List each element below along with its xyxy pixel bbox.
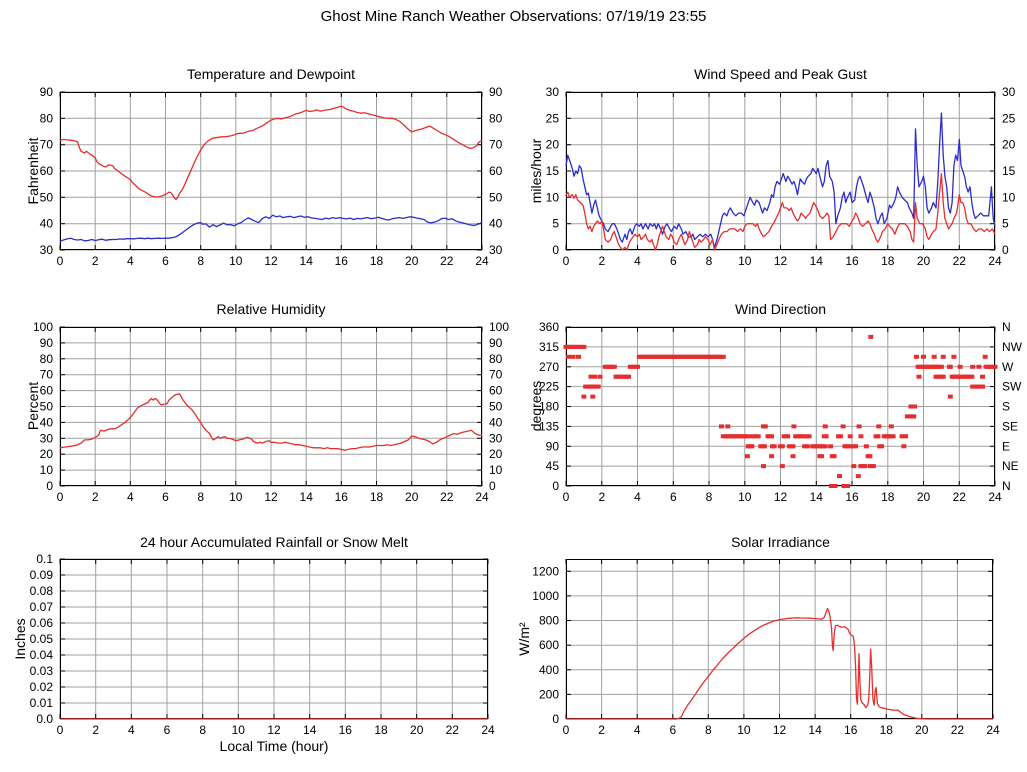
y-tick-label-right: 60 bbox=[489, 383, 503, 398]
y-tick-label: 40 bbox=[39, 415, 53, 430]
chart-title: Wind Direction bbox=[734, 301, 827, 317]
y-tick-label: 600 bbox=[538, 638, 559, 653]
wind-direction-point bbox=[838, 434, 843, 438]
wind-direction-point bbox=[721, 355, 726, 359]
y-tick-label-right: 15 bbox=[1002, 164, 1016, 178]
wind-direction-point bbox=[871, 464, 876, 468]
x-tick-label: 10 bbox=[737, 723, 751, 737]
x-tick-label: 6 bbox=[162, 490, 169, 504]
y-tick-label-right: 50 bbox=[489, 399, 503, 414]
x-tick-label: 12 bbox=[773, 254, 788, 268]
x-tick-label: 14 bbox=[809, 254, 823, 268]
y-tick-label-right: NE bbox=[1002, 459, 1019, 474]
wind-direction-point bbox=[941, 355, 946, 359]
y-tick-label: 270 bbox=[538, 359, 559, 374]
x-tick-label: 0 bbox=[562, 490, 570, 504]
y-tick-label: 0.07 bbox=[29, 600, 53, 614]
chart-title: Temperature and Dewpoint bbox=[186, 66, 356, 82]
y-tick-label: 0.09 bbox=[29, 568, 53, 582]
wind-direction-point bbox=[761, 464, 766, 468]
wind-direction-point bbox=[858, 434, 863, 438]
wind-direction-point bbox=[756, 434, 761, 438]
x-tick-label: 12 bbox=[267, 723, 281, 737]
wind-direction-point bbox=[791, 454, 796, 458]
x-tick-label: 2 bbox=[92, 723, 100, 737]
y-tick-label: 60 bbox=[39, 164, 53, 178]
wind-direction-point bbox=[980, 375, 985, 379]
wind-direction-point bbox=[891, 434, 896, 438]
x-tick-label: 0 bbox=[562, 254, 570, 268]
wind-direction-point bbox=[598, 375, 603, 379]
y-tick-label-right: 100 bbox=[489, 320, 510, 334]
chart-cell-wind-speed bbox=[510, 60, 1027, 295]
wind-direction-point bbox=[983, 355, 988, 359]
x-tick-label: 8 bbox=[197, 254, 205, 268]
x-tick-label: 12 bbox=[773, 490, 788, 504]
wind-direction-point bbox=[819, 454, 824, 458]
x-tick-label: 24 bbox=[988, 490, 1002, 504]
wind-direction-point bbox=[780, 464, 785, 468]
wind-direction-point bbox=[917, 375, 922, 379]
wind-direction-point bbox=[832, 454, 837, 458]
x-tick-label: 2 bbox=[598, 254, 606, 268]
wind-direction-point bbox=[980, 385, 985, 389]
wind-direction-point bbox=[823, 424, 828, 428]
x-tick-label: 14 bbox=[303, 723, 317, 737]
x-tick-label: 18 bbox=[369, 490, 384, 504]
wind-direction-point bbox=[911, 414, 916, 418]
y-tick-label: 200 bbox=[538, 687, 559, 702]
x-tick-label: 20 bbox=[916, 490, 931, 504]
wind-direction-point bbox=[875, 434, 880, 438]
y-tick-label: 360 bbox=[538, 320, 559, 334]
x-tick-label: 12 bbox=[264, 254, 278, 268]
y-axis-label: Inches bbox=[12, 618, 28, 660]
x-tick-label: 18 bbox=[879, 723, 893, 737]
wind-direction-point bbox=[939, 365, 944, 369]
x-tick-label: 24 bbox=[481, 723, 495, 737]
x-tick-label: 16 bbox=[334, 490, 348, 504]
chart-title: Relative Humidity bbox=[216, 301, 326, 317]
wind-direction-point bbox=[845, 484, 850, 488]
x-tick-label: 10 bbox=[738, 490, 752, 504]
wind-direction-point bbox=[867, 454, 872, 458]
y-tick-label-right: 30 bbox=[1002, 85, 1016, 99]
wind-direction-point bbox=[635, 365, 640, 369]
relative-humidity-chart bbox=[0, 295, 510, 528]
x-tick-label: 2 bbox=[598, 723, 605, 737]
x-tick-label: 16 bbox=[844, 723, 858, 737]
y-tick-label-right: 80 bbox=[489, 111, 503, 126]
x-tick-label: 16 bbox=[334, 254, 348, 268]
wind-direction-point bbox=[941, 375, 946, 379]
x-tick-label: 10 bbox=[229, 254, 243, 268]
y-tick-label-right: 10 bbox=[1002, 190, 1016, 205]
wind-direction-point bbox=[590, 395, 595, 399]
rainfall-chart bbox=[0, 528, 510, 772]
wind-direction-point bbox=[581, 395, 586, 399]
wind-direction-point bbox=[948, 365, 953, 369]
x-tick-label: 16 bbox=[338, 723, 352, 737]
x-tick-label: 20 bbox=[405, 490, 419, 504]
y-tick-label: 50 bbox=[39, 190, 53, 205]
wind-direction-point bbox=[592, 375, 597, 379]
x-tick-label: 22 bbox=[440, 490, 454, 504]
wind-direction-point bbox=[903, 434, 908, 438]
chart-title: Solar Irradiance bbox=[731, 534, 830, 550]
x-tick-label: 4 bbox=[634, 490, 641, 504]
y-tick-label: 1200 bbox=[532, 564, 559, 579]
wind-direction-point bbox=[805, 444, 810, 448]
wind-direction-point bbox=[780, 444, 785, 448]
y-tick-label-right: 90 bbox=[489, 335, 503, 350]
wind-direction-point bbox=[848, 434, 853, 438]
x-tick-label: 8 bbox=[199, 723, 207, 737]
y-tick-label-right: 25 bbox=[1002, 111, 1016, 126]
y-tick-label-right: 20 bbox=[1002, 137, 1016, 152]
y-tick-label: 50 bbox=[39, 399, 53, 414]
y-tick-label: 20 bbox=[39, 447, 53, 462]
x-tick-label: 24 bbox=[988, 254, 1002, 268]
wind-direction-point bbox=[879, 444, 884, 448]
y-tick-label-right: 70 bbox=[489, 367, 503, 382]
x-tick-label: 14 bbox=[299, 254, 313, 268]
x-tick-label: 10 bbox=[738, 254, 752, 268]
x-tick-label: 8 bbox=[197, 490, 205, 504]
x-tick-label: 0 bbox=[56, 254, 64, 268]
wind-direction-point bbox=[921, 355, 926, 359]
y-tick-label-right: 0 bbox=[489, 479, 496, 493]
x-tick-label: 4 bbox=[126, 490, 134, 504]
chart-cell-rainfall bbox=[0, 528, 510, 772]
y-axis-label: miles/hour bbox=[528, 138, 544, 204]
wind-direction-point bbox=[948, 395, 953, 399]
y-tick-label: 1000 bbox=[532, 588, 559, 603]
x-tick-label: 22 bbox=[950, 723, 965, 737]
x-tick-label: 4 bbox=[127, 723, 135, 737]
x-tick-label: 6 bbox=[669, 723, 677, 737]
y-tick-label: 40 bbox=[39, 216, 53, 231]
x-tick-label: 0 bbox=[56, 490, 64, 504]
x-tick-label: 24 bbox=[986, 723, 1000, 737]
wind-direction-point bbox=[856, 474, 861, 478]
y-tick-label-right: 30 bbox=[489, 243, 503, 257]
chart-cell-humidity bbox=[0, 295, 510, 528]
wind-direction-point bbox=[993, 365, 998, 369]
x-tick-label: 22 bbox=[440, 254, 454, 268]
x-tick-label: 2 bbox=[598, 490, 606, 504]
y-tick-label: 0.02 bbox=[29, 680, 53, 694]
x-tick-label: 20 bbox=[405, 254, 419, 268]
chart-cell-wind-direction bbox=[510, 295, 1027, 528]
x-tick-label: 24 bbox=[475, 254, 489, 268]
x-tick-label: 4 bbox=[633, 723, 641, 737]
x-tick-label: 18 bbox=[374, 723, 388, 737]
y-tick-label: 80 bbox=[39, 351, 53, 366]
y-tick-label: 90 bbox=[545, 439, 559, 454]
y-tick-label-right: S bbox=[1002, 399, 1011, 414]
y-tick-label: 0.05 bbox=[29, 632, 53, 646]
solar-irradiance-chart bbox=[510, 528, 1027, 772]
y-tick-label: 10 bbox=[545, 190, 559, 205]
x-tick-label: 16 bbox=[845, 254, 859, 268]
page-title: Ghost Mine Ranch Weather Observations: 07/19/19 23:55 bbox=[320, 8, 707, 25]
wind-direction-point bbox=[969, 375, 974, 379]
wind-direction-point bbox=[853, 444, 858, 448]
wind-direction-point bbox=[769, 454, 774, 458]
x-tick-label: 24 bbox=[475, 490, 489, 504]
wind-direction-point bbox=[862, 464, 867, 468]
wind-direction-point bbox=[876, 424, 881, 428]
y-tick-label-right: 60 bbox=[489, 164, 503, 178]
x-tick-label: 14 bbox=[299, 490, 313, 504]
y-tick-label: 0.1 bbox=[36, 552, 53, 566]
wind-direction-point bbox=[958, 365, 963, 369]
wind-direction-point bbox=[976, 365, 981, 369]
x-tick-label: 0 bbox=[562, 723, 570, 737]
x-tick-label: 6 bbox=[669, 490, 677, 504]
temperature-dewpoint-chart bbox=[0, 60, 510, 295]
x-tick-label: 18 bbox=[369, 254, 384, 268]
x-tick-label: 4 bbox=[126, 254, 134, 268]
wind-direction-point bbox=[745, 454, 750, 458]
y-tick-label: 315 bbox=[538, 339, 559, 354]
y-axis-label: W/m² bbox=[516, 622, 532, 656]
y-tick-label-right: 10 bbox=[489, 463, 503, 478]
wind-direction-point bbox=[785, 434, 790, 438]
wind-direction-point bbox=[576, 355, 581, 359]
x-tick-label: 18 bbox=[881, 490, 895, 504]
wind-direction-point bbox=[823, 444, 828, 448]
y-tick-label-right: 30 bbox=[489, 431, 503, 446]
y-tick-label: 0.0 bbox=[36, 712, 53, 726]
wind-direction-point bbox=[851, 464, 856, 468]
x-tick-label: 22 bbox=[445, 723, 459, 737]
wind-direction-point bbox=[612, 365, 617, 369]
x-tick-label: 8 bbox=[704, 723, 712, 737]
y-tick-label-right: NW bbox=[1002, 339, 1022, 354]
y-tick-label: 30 bbox=[39, 243, 53, 257]
y-tick-label-right: 40 bbox=[489, 415, 503, 430]
y-axis-label: degrees bbox=[528, 380, 544, 432]
wind-direction-point bbox=[807, 434, 812, 438]
wind-direction-point bbox=[566, 355, 571, 359]
wind-direction-point bbox=[951, 355, 956, 359]
y-tick-label: 400 bbox=[538, 662, 559, 677]
y-tick-label-right: N bbox=[1002, 320, 1011, 334]
x-tick-label: 6 bbox=[163, 723, 171, 737]
y-axis-label: Fahrenheit bbox=[25, 137, 41, 205]
wind-direction-point bbox=[912, 405, 917, 409]
y-tick-label-right: N bbox=[1002, 479, 1011, 493]
y-tick-label: 20 bbox=[545, 137, 559, 152]
y-tick-label-right: W bbox=[1002, 359, 1014, 374]
y-tick-label-right: 40 bbox=[489, 216, 503, 231]
wind-direction-point bbox=[769, 434, 774, 438]
y-tick-label: 90 bbox=[39, 85, 53, 99]
wind-direction-point bbox=[725, 424, 730, 428]
y-tick-label: 15 bbox=[545, 164, 559, 178]
x-tick-label: 22 bbox=[952, 490, 966, 504]
y-tick-label: 0.03 bbox=[29, 664, 53, 678]
wind-direction-point bbox=[864, 444, 869, 448]
y-tick-label: 80 bbox=[39, 111, 53, 126]
y-tick-label-right: 70 bbox=[489, 137, 503, 152]
y-tick-label: 25 bbox=[545, 111, 559, 126]
x-tick-label: 20 bbox=[916, 254, 931, 268]
wind-direction-point bbox=[901, 444, 906, 448]
wind-direction-point bbox=[833, 484, 838, 488]
y-tick-label: 0.08 bbox=[29, 584, 53, 598]
y-tick-label: 0 bbox=[552, 712, 559, 726]
x-tick-label: 8 bbox=[705, 490, 713, 504]
wind-direction-point bbox=[868, 335, 873, 339]
x-tick-label: 22 bbox=[952, 254, 966, 268]
wind-direction-point bbox=[749, 444, 754, 448]
y-tick-label: 0.01 bbox=[29, 696, 53, 710]
wind-direction-point bbox=[772, 444, 777, 448]
x-tick-label: 12 bbox=[772, 723, 787, 737]
y-tick-label: 0 bbox=[552, 479, 559, 493]
x-tick-label: 14 bbox=[808, 723, 822, 737]
x-tick-label: 6 bbox=[669, 254, 677, 268]
y-tick-label: 0.04 bbox=[29, 648, 53, 662]
wind-direction-point bbox=[889, 424, 894, 428]
y-tick-label: 135 bbox=[538, 419, 559, 434]
y-tick-label-right: 0 bbox=[1002, 243, 1009, 257]
x-tick-label: 2 bbox=[91, 490, 99, 504]
y-tick-label: 0.06 bbox=[29, 616, 53, 630]
y-tick-label: 90 bbox=[39, 335, 53, 350]
wind-direction-point bbox=[581, 345, 586, 349]
x-tick-label: 4 bbox=[634, 254, 641, 268]
y-tick-label-right: 80 bbox=[489, 351, 503, 366]
y-tick-label: 0 bbox=[46, 479, 53, 493]
x-tick-label: 12 bbox=[264, 490, 278, 504]
y-tick-label: 0 bbox=[552, 243, 559, 257]
x-tick-label: 14 bbox=[809, 490, 823, 504]
y-tick-label: 100 bbox=[32, 320, 53, 334]
wind-direction-point bbox=[762, 444, 767, 448]
y-tick-label-right: SW bbox=[1002, 379, 1022, 394]
y-tick-label-right: E bbox=[1002, 439, 1011, 454]
wind-direction-point bbox=[626, 375, 631, 379]
x-tick-label: 10 bbox=[229, 490, 243, 504]
wind-direction-chart bbox=[510, 295, 1027, 528]
y-axis-label: Percent bbox=[25, 381, 41, 431]
chart-cell-solar bbox=[510, 528, 1027, 772]
chart-cell-temperature-dewpoint bbox=[0, 60, 510, 295]
wind-direction-point bbox=[837, 474, 842, 478]
wind-speed-gust-chart bbox=[510, 60, 1027, 295]
wind-direction-point bbox=[763, 424, 768, 428]
wind-direction-point bbox=[841, 424, 846, 428]
y-tick-label: 30 bbox=[545, 85, 559, 99]
x-tick-label: 2 bbox=[91, 254, 99, 268]
y-tick-label-right: 5 bbox=[1002, 216, 1009, 231]
wind-direction-point bbox=[857, 424, 862, 428]
y-tick-label: 45 bbox=[545, 459, 559, 474]
wind-direction-point bbox=[828, 444, 833, 448]
y-tick-label: 70 bbox=[39, 137, 53, 152]
wind-direction-point bbox=[791, 424, 796, 428]
y-tick-label: 10 bbox=[39, 463, 53, 478]
y-tick-label: 180 bbox=[538, 399, 559, 414]
y-tick-label: 70 bbox=[39, 367, 53, 382]
wind-direction-point bbox=[914, 355, 919, 359]
x-tick-label: 20 bbox=[915, 723, 929, 737]
y-tick-label-right: 50 bbox=[489, 190, 503, 205]
y-tick-label-right: SE bbox=[1002, 419, 1019, 434]
wind-direction-point bbox=[719, 424, 724, 428]
x-tick-label: 6 bbox=[162, 254, 169, 268]
x-tick-label: 10 bbox=[231, 723, 245, 737]
y-tick-label: 800 bbox=[538, 613, 559, 628]
x-tick-label: 16 bbox=[845, 490, 859, 504]
chart-title: 24 hour Accumulated Rainfall or Snow Melt bbox=[140, 534, 408, 550]
wind-direction-point bbox=[596, 385, 601, 389]
wind-direction-point bbox=[571, 355, 576, 359]
y-tick-label-right: 20 bbox=[489, 447, 503, 462]
x-tick-label: 8 bbox=[705, 254, 713, 268]
wind-direction-point bbox=[824, 434, 829, 438]
y-tick-label: 60 bbox=[39, 383, 53, 398]
y-tick-label: 5 bbox=[552, 216, 559, 231]
x-tick-label: 20 bbox=[410, 723, 424, 737]
wind-direction-point bbox=[932, 355, 937, 359]
y-tick-label-right: 90 bbox=[489, 85, 503, 99]
y-tick-label: 30 bbox=[39, 431, 53, 446]
x-axis-label: Local Time (hour) bbox=[219, 738, 329, 754]
x-tick-label: 18 bbox=[881, 254, 895, 268]
wind-direction-point bbox=[791, 444, 796, 448]
y-tick-label: 225 bbox=[538, 379, 559, 394]
wind-direction-point bbox=[970, 365, 975, 369]
x-tick-label: 0 bbox=[56, 723, 64, 737]
chart-title: Wind Speed and Peak Gust bbox=[694, 66, 867, 82]
